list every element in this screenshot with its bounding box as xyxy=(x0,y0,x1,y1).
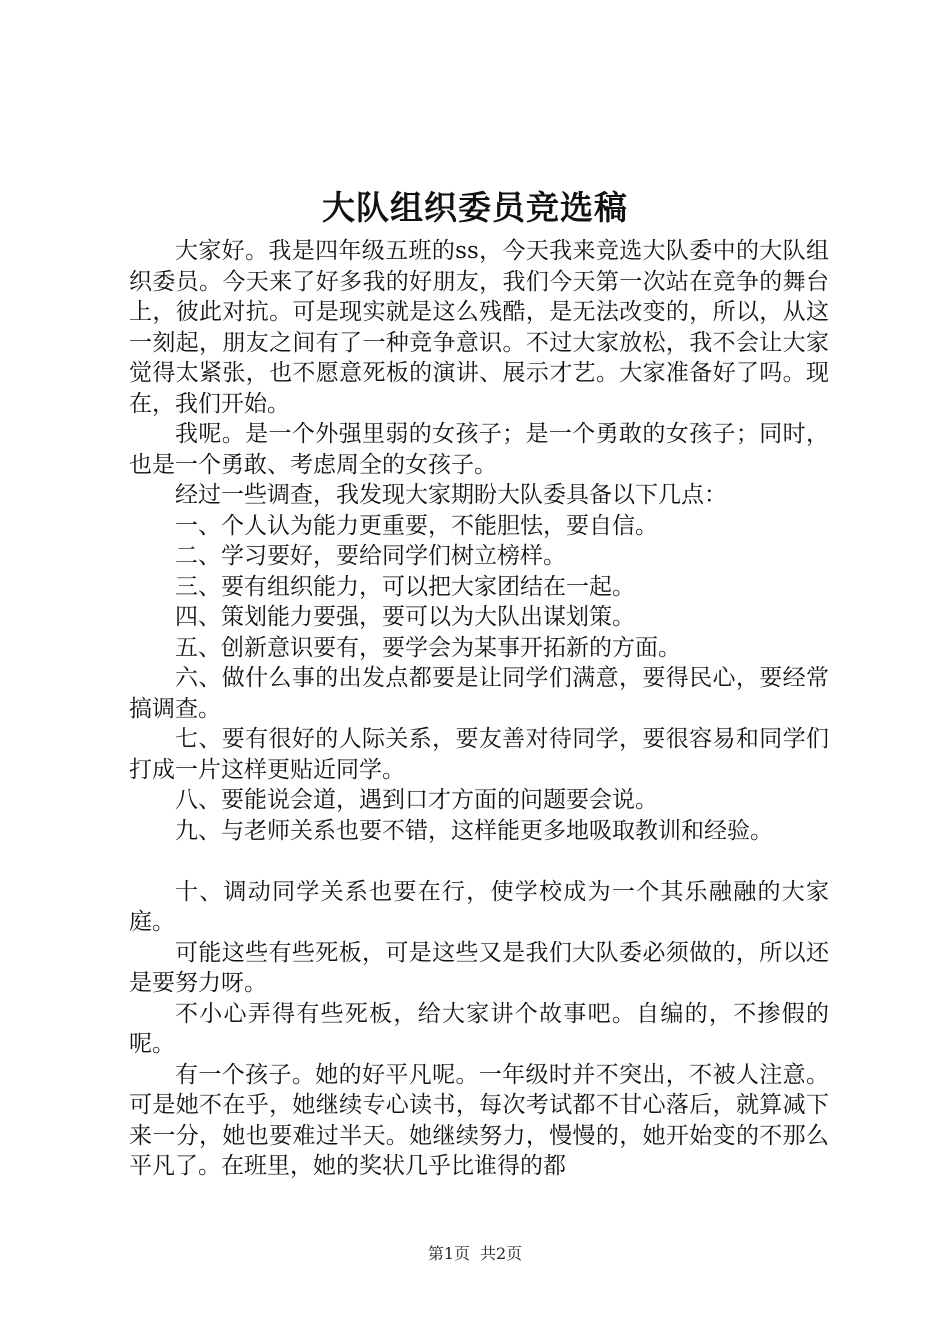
list-item-point-5: 五、创新意识要有，要学会为某事开拓新的方面。 xyxy=(175,634,681,661)
document-title: 大队组织委员竞选稿 xyxy=(322,188,628,227)
list-item-point-1: 一、个人认为能力更重要，不能胆怯，要自信。 xyxy=(175,512,658,539)
paragraph-survey: 经过一些调查，我发现大家期盼大队委具备以下几点： xyxy=(175,482,727,508)
page-number-total: 共2页 xyxy=(480,1244,523,1263)
blank-line xyxy=(129,846,829,877)
list-item-point-6: 六、做什么事的出发点都要是让同学们满意，要得民心，要经常搞调查。 xyxy=(129,665,829,722)
list-item-point-9: 九、与老师关系也要不错，这样能更多地吸取教训和经验。 xyxy=(175,817,773,844)
paragraph-conclusion: 可能这些有些死板，可是这些又是我们大队委必须做的，所以还是要努力呀。 xyxy=(129,939,829,996)
list-item-point-4: 四、策划能力要强，要可以为大队出谋划策。 xyxy=(175,604,635,630)
list-item-point-2: 二、学习要好，要给同学们树立榜样。 xyxy=(175,543,566,569)
page-number-current: 第1页 xyxy=(427,1244,470,1263)
paragraph-self-description: 我呢。是一个外强里弱的女孩子；是一个勇敢的女孩子；同时，也是一个勇敢、考虑周全的女孩子。 xyxy=(129,421,829,478)
paragraph-story: 有一个孩子。她的好平凡呢。一年级时并不突出，不被人注意。可是她不在乎，她继续专心读书，每次考试都不甘心落后，就算减下来一分，她也要难过半天。她继续努力，慢慢的，她开始变的不那么平凡了。在班里，她的奖状几乎比谁得的都 xyxy=(129,1061,829,1179)
list-item-point-7: 七、要有很好的人际关系，要友善对待同学，要很容易和同学们打成一片这样更贴近同学。 xyxy=(129,726,829,783)
paragraph-story-intro: 不小心弄得有些死板，给大家讲个故事吧。自编的，不掺假的呢。 xyxy=(129,1000,829,1057)
list-item-point-3: 三、要有组织能力，可以把大家团结在一起。 xyxy=(175,573,635,600)
paragraph-intro: 大家好。我是四年级五班的ss，今天我来竞选大队委中的大队组织委员。今天来了好多我的好朋友，我们今天第一次站在竞争的舞台上，彼此对抗。可是现实就是这么残酷，是无法改变的，所以，从这一刻起，朋友之间有了一种竞争意识。不过大家放松，我不会让大家觉得太紧张，也不愿意死板的演讲、展示才艺。大家准备好了吗。现在，我们开始。 xyxy=(129,238,829,417)
document-body xyxy=(129,236,829,1182)
list-item-point-8: 八、要能说会道，遇到口才方面的问题要会说。 xyxy=(175,787,658,813)
page-footer xyxy=(0,1244,950,1264)
list-item-point-10: 十、调动同学关系也要在行，使学校成为一个其乐融融的大家庭。 xyxy=(129,878,829,935)
